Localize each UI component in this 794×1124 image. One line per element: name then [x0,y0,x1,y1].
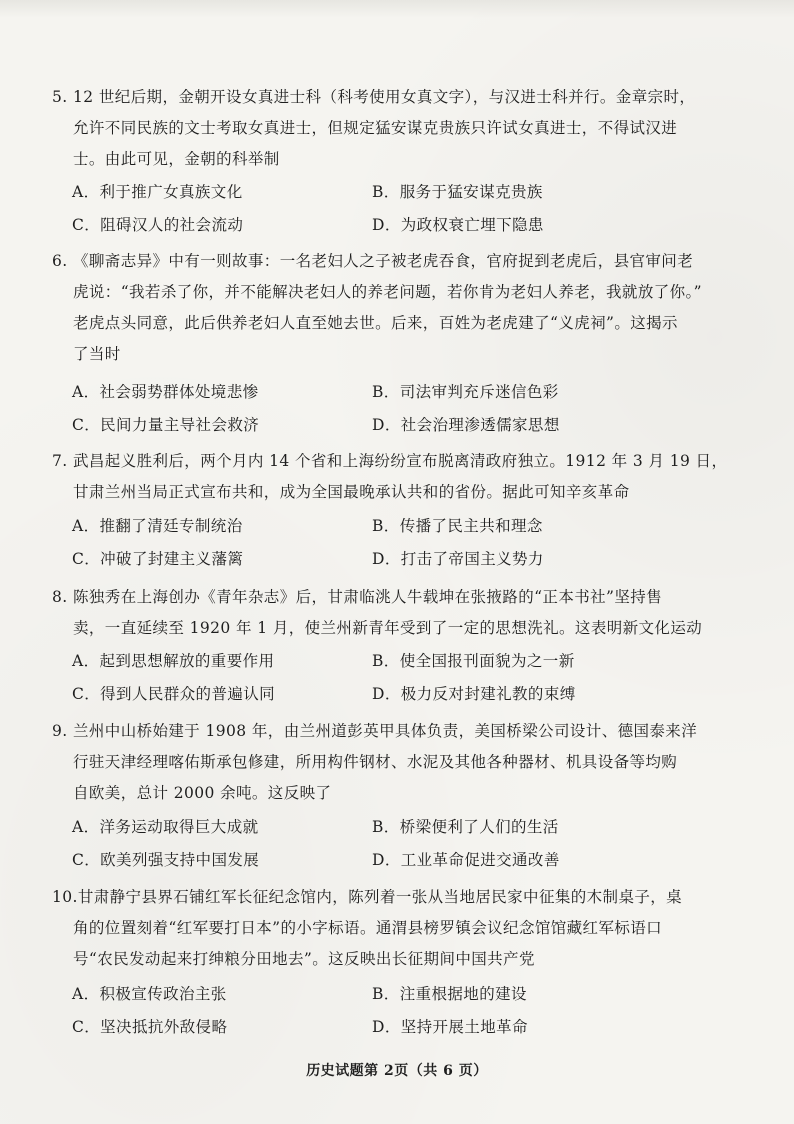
option-row [72,978,712,1011]
stem-line: 甘肃兰州当局正式宣布共和，成为全国最晚承认共和的省份。据此可知辛亥革命 [73,483,630,501]
question-10-options [72,978,712,1044]
option-row [72,510,712,543]
option-c[interactable]: C．阻碍汉人的社会流动 [72,216,244,234]
option-a[interactable]: A．积极宣传政治主张 [72,985,227,1003]
option-row [72,176,712,209]
question-number: 5. [52,88,68,106]
question-9-stem [52,716,712,809]
option-c[interactable]: C．民间力量主导社会救济 [72,416,260,434]
option-row [72,543,712,576]
stem-line: 行驻天津经理喀佑斯承包修建，所用构件钢材、水泥及其他各种器材、机具设备等均购 [73,753,678,771]
question-8-options [72,645,712,711]
scan-edge-shadow [0,0,794,18]
option-b[interactable]: B．桥梁便利了人们的生活 [372,818,559,836]
stem-line: 卖，一直延续至 1920 年 1 月，使兰州新青年受到了一定的思想洗礼。这表明新文化运动 [73,619,703,637]
option-row [72,209,712,242]
option-d[interactable]: D．为政权衰亡埋下隐患 [372,216,544,234]
question-number: 8. [52,588,68,606]
stem-line: 甘肃静宁县界石铺红军长征纪念馆内，陈列着一张从当地居民家中征集的木制桌子，桌 [77,888,683,906]
stem-line: 12 世纪后期，金朝开设女真进士科（科考使用女真文字），与汉进士科并行。金章宗时， [73,88,696,106]
option-row [72,844,712,877]
option-row [72,678,712,711]
question-number: 9. [52,722,68,740]
option-c[interactable]: C．冲破了封建主义藩篱 [72,550,244,568]
option-row [72,811,712,844]
stem-line: 老虎点头同意，此后供养老妇人直至她去世。后来，百姓为老虎建了“义虎祠”。这揭示 [73,314,678,332]
stem-line: 允许不同民族的文士考取女真进士，但规定猛安谋克贵族只许试女真进士，不得试汉进 [73,119,678,137]
stem-line: 自欧美，总计 2000 余吨。这反映了 [73,784,332,802]
option-b[interactable]: B．服务于猛安谋克贵族 [372,183,543,201]
option-row [72,409,712,442]
option-a[interactable]: A．起到思想解放的重要作用 [72,652,275,670]
question-5-stem [52,82,712,175]
stem-line: 兰州中山桥始建于 1908 年，由兰州道彭英甲具体负责，美国桥梁公司设计、德国泰来洋 [73,722,698,740]
question-9-options [72,811,712,877]
option-a[interactable]: A．利于推广女真族文化 [72,183,243,201]
stem-line: 士。由此可见，金朝的科举制 [73,150,280,168]
option-b[interactable]: B．注重根据地的建设 [372,985,527,1003]
page-footer: 历史试题第 2页（共 6 页） [306,1063,488,1079]
question-8-stem [52,582,712,644]
option-row [72,1011,712,1044]
option-d[interactable]: D．打击了帝国主义势力 [372,550,544,568]
stem-line: 虎说：“我若杀了你，并不能解决老妇人的养老问题，若你肯为老妇人养老，我就放了你。” [73,283,703,301]
option-a[interactable]: A．推翻了清廷专制统治 [72,517,243,535]
stem-line: 号“农民发动起来打绅粮分田地去”。这反映出长征期间中国共产党 [73,950,535,968]
option-b[interactable]: B．使全国报刊面貌为之一新 [372,652,575,670]
question-10-stem [52,882,712,975]
option-a[interactable]: A．洋务运动取得巨大成就 [72,818,259,836]
question-number: 6. [52,252,68,270]
option-b[interactable]: B．司法审判充斥迷信色彩 [372,383,559,401]
option-a[interactable]: A．社会弱势群体处境悲惨 [72,383,259,401]
option-b[interactable]: B．传播了民主共和理念 [372,517,543,535]
option-row [72,645,712,678]
question-7-options [72,510,712,576]
question-5-options [72,176,712,242]
option-c[interactable]: C．得到人民群众的普遍认同 [72,685,276,703]
stem-line: 陈独秀在上海创办《青年杂志》后，甘肃临洮人牛载坤在张掖路的“正本书社”坚持售 [73,588,663,606]
stem-line: 《聊斋志异》中有一则故事：一名老妇人之子被老虎吞食，官府捉到老虎后，县官审问老 [73,252,694,270]
option-c[interactable]: C．欧美列强支持中国发展 [72,851,260,869]
stem-line: 武昌起义胜利后，两个月内 14 个省和上海纷纷宣布脱离清政府独立。1912 年 3 月 19 日， [73,452,728,470]
question-7-stem [52,446,728,508]
option-d[interactable]: D．工业革命促进交通改善 [372,851,560,869]
option-d[interactable]: D．坚持开展土地革命 [372,1018,528,1036]
question-number: 7. [52,452,68,470]
stem-line: 角的位置刻着“红军要打日本”的小字标语。通渭县榜罗镇会议纪念馆馆藏红军标语口 [73,919,663,937]
question-6-options [72,376,712,442]
question-6-stem [52,246,712,370]
question-number: 10. [52,888,78,906]
option-c[interactable]: C．坚决抵抗外敌侵略 [72,1018,228,1036]
option-row [72,376,712,409]
option-d[interactable]: D．社会治理渗透儒家思想 [372,416,560,434]
option-d[interactable]: D．极力反对封建礼教的束缚 [372,685,576,703]
stem-line: 了当时 [73,345,121,363]
